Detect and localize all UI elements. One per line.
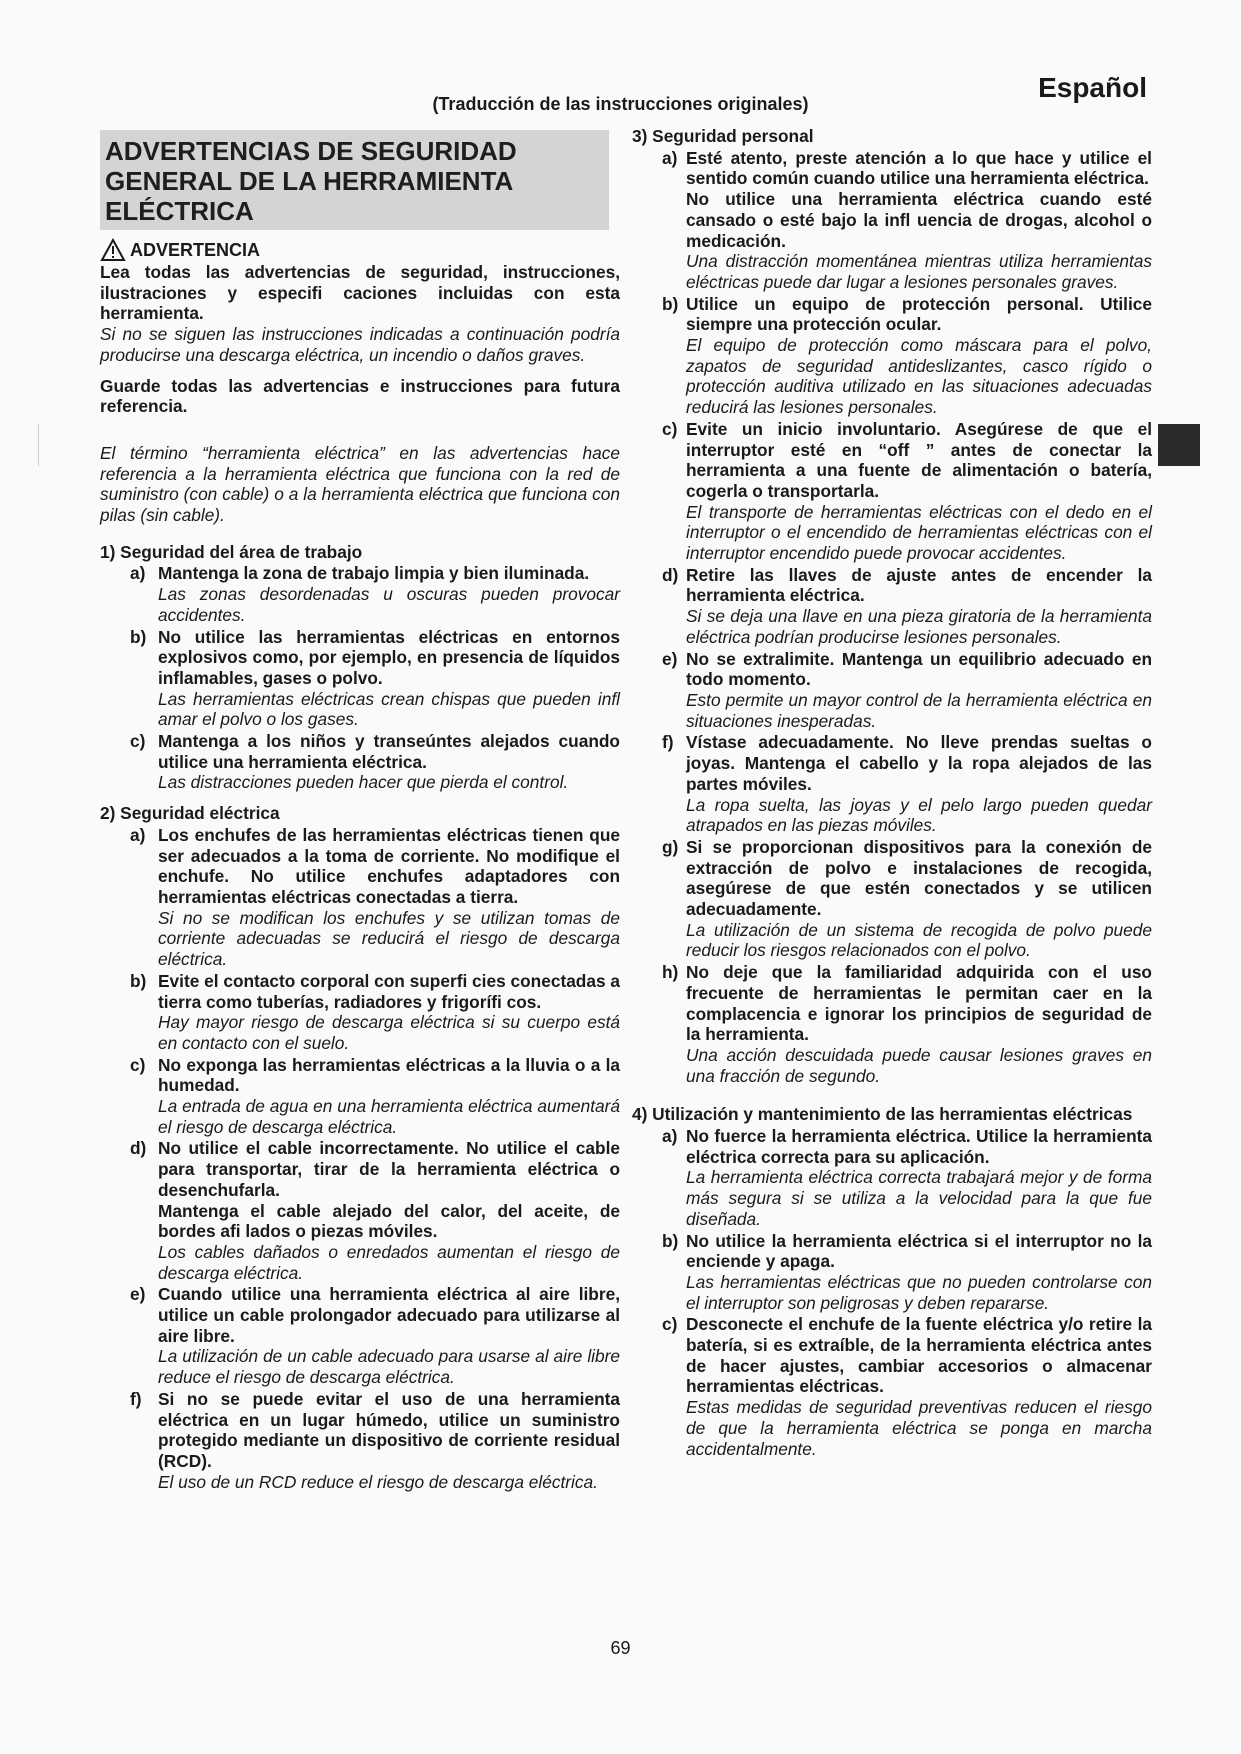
item-bold-2: No utilice una herramienta eléctrica cuando esté cansado o esté bajo la infl uencia de drogas, alcohol o medicación. <box>686 189 1152 251</box>
s3-item-b <box>632 294 1152 418</box>
left-column <box>100 130 620 1492</box>
item-italic: El transporte de herramientas eléctricas con el dedo en el interruptor o el encendido de herramientas eléctricas con el interruptor encendido puede provocar accidentes. <box>686 501 1152 564</box>
item-label: c) <box>662 1314 678 1335</box>
item-label: g) <box>662 836 679 857</box>
intro-term: El término “herramienta eléctrica” en las advertencias hace referencia a la herramienta eléctrica que funciona con la red de suministro (con cable) o a la herramienta eléctrica que funciona con pilas (sin cable). <box>100 442 620 526</box>
item-italic: La ropa suelta, las joyas y el pelo largo pueden quedar atrapados en las piezas móviles. <box>686 794 1152 836</box>
item-bold-2: Mantenga el cable alejado del calor, del aceite, de bordes afi lados o piezas móviles. <box>158 1200 620 1242</box>
item-italic: La utilización de un cable adecuado para usarse al aire libre reduce el riesgo de descarga eléctrica. <box>158 1346 620 1388</box>
s2-item-f <box>100 1389 620 1493</box>
item-bold: Cuando utilice una herramienta eléctrica al aire libre, utilice un cable prolongador adecuado para utilizarse al aire libre. <box>158 1284 620 1346</box>
warning-heading <box>100 238 620 262</box>
item-bold: Evite el contacto corporal con superfi cies conectadas a tierra como tuberías, radiadores y frigorífi cos. <box>158 970 620 1012</box>
item-italic: Esto permite un mayor control de la herramienta eléctrica en situaciones inesperadas. <box>686 689 1152 731</box>
item-bold: Mantenga a los niños y transeúntes alejados cuando utilice una herramienta eléctrica. <box>158 731 620 772</box>
warning-triangle-icon <box>100 238 126 262</box>
item-bold: Evite un inicio involuntario. Asegúrese de que el interruptor esté en “off ” antes de conectar la herramienta a una fuente de alimentación o batería, cogerla o transportarla. <box>686 418 1152 501</box>
page-number: 69 <box>610 1638 631 1658</box>
item-label: b) <box>662 293 679 314</box>
item-italic: El uso de un RCD reduce el riesgo de descarga eléctrica. <box>158 1471 598 1492</box>
item-label: b) <box>130 626 147 647</box>
item-italic: Las herramientas eléctricas crean chispas que pueden infl amar el polvo o los gases. <box>158 688 620 730</box>
item-italic: La entrada de agua en una herramienta eléctrica aumentará el riesgo de descarga eléctrica. <box>158 1096 620 1137</box>
s2-item-e <box>100 1284 620 1388</box>
item-label: c) <box>130 1054 146 1075</box>
item-bold: Si no se puede evitar el uso de una herramienta eléctrica en un lugar húmedo, utilice un suministro protegido mediante un dispositivo de corriente residual (RCD). <box>158 1388 620 1471</box>
section-4-title: 4) Utilización y mantenimiento de las herramientas eléctricas <box>632 1104 1133 1125</box>
item-label: c) <box>130 731 146 752</box>
item-label: f) <box>130 1388 142 1409</box>
item-italic: Si se deja una llave en una pieza giratoria de la herramienta eléctrica podrían producirse lesiones personales. <box>686 606 1152 647</box>
s4-item-a <box>632 1126 1152 1230</box>
item-bold: No se extralimite. Mantenga un equilibrio adecuado en todo momento. <box>686 648 1152 690</box>
item-label: a) <box>130 824 146 845</box>
item-bold: No utilice el cable incorrectamente. No utilice el cable para transportar, tirar de la herramienta eléctrica o desenchufarla. <box>158 1138 620 1200</box>
item-bold: No utilice la herramienta eléctrica si el interruptor no la enciende y apaga. <box>686 1230 1152 1272</box>
item-label: a) <box>130 563 146 584</box>
item-italic: Una acción descuidada puede causar lesiones graves en una fracción de segundo. <box>686 1044 1152 1086</box>
s3-item-g <box>632 837 1152 961</box>
s2-item-d <box>100 1138 620 1283</box>
s3-item-c <box>632 419 1152 564</box>
right-column <box>632 126 1152 1459</box>
item-bold: No deje que la familiaridad adquirida con el uso frecuente de herramientas le permitan caer en la complacencia e ignorar los principios de seguridad de la herramienta. <box>686 962 1152 1045</box>
item-bold: Esté atento, preste atención a lo que hace y utilice el sentido común cuando utilice una herramienta eléctrica. <box>686 147 1152 189</box>
item-label: e) <box>130 1284 146 1305</box>
item-italic: Las herramientas eléctricas que no pueden controlarse con el interruptor son peligrosas y deben repararse. <box>686 1271 1152 1313</box>
item-bold: Los enchufes de las herramientas eléctricas tienen que ser adecuados a la toma de corriente. No modifique el enchufe. No utilice enchufes adaptadores con herramientas eléctricas conectadas a tierra. <box>158 824 620 907</box>
section-3-title: 3) Seguridad personal <box>632 126 814 146</box>
s1-item-a <box>100 563 620 625</box>
item-label: a) <box>662 147 678 168</box>
item-label: d) <box>662 564 679 585</box>
intro-italic: Si no se siguen las instrucciones indicadas a continuación podría producirse una descarga eléctrica, un incendio o daños graves. <box>100 324 620 365</box>
item-italic: La utilización de un sistema de recogida de polvo puede reducir los riesgos relacionados con el polvo. <box>686 919 1152 961</box>
margin-line <box>38 424 39 466</box>
item-label: b) <box>130 970 147 991</box>
s2-item-c <box>100 1055 620 1138</box>
item-italic: Una distracción momentánea mientras utiliza herramientas eléctricas puede dar lugar a lesiones personales graves. <box>686 251 1152 292</box>
s1-item-b <box>100 627 620 731</box>
s3-item-h <box>632 962 1152 1086</box>
s2-item-a <box>100 825 620 970</box>
section-tab-marker <box>1158 424 1200 466</box>
s2-item-b <box>100 971 620 1054</box>
item-italic: Las zonas desordenadas u oscuras pueden provocar accidentes. <box>158 584 620 625</box>
warning-label: ADVERTENCIA <box>130 239 261 260</box>
s4-item-b <box>632 1231 1152 1314</box>
item-italic: Los cables dañados o enredados aumentan el riesgo de descarga eléctrica. <box>158 1241 620 1283</box>
item-italic: Estas medidas de seguridad preventivas reducen el riesgo de que la herramienta eléctrica se ponga en marcha accidentalmente. <box>686 1397 1152 1459</box>
item-bold: Si se proporcionan dispositivos para la conexión de extracción de polvo e instalaciones de recogida, asegúrese de que estén conectados y se utilicen adecuadamente. <box>686 836 1152 920</box>
s3-item-e <box>632 649 1152 732</box>
item-italic: Si no se modifican los enchufes y se utilizan tomas de corriente adecuadas se reducirá el riesgo de descarga eléctrica. <box>158 907 620 970</box>
item-bold: Mantenga la zona de trabajo limpia y bien iluminada. <box>158 563 590 584</box>
item-bold: Desconecte el enchufe de la fuente eléctrica y/o retire la batería, si es extraíble, de la herramienta eléctrica antes de hacer ajustes, cambiar accesorios o almacenar herramientas eléctricas. <box>686 1314 1152 1397</box>
item-italic: El equipo de protección como máscara para el polvo, zapatos de seguridad antideslizantes, casco rígido o protección auditiva utilizado en las situaciones adecuadas reducirá las lesiones personales. <box>686 335 1152 418</box>
item-italic: Hay mayor riesgo de descarga eléctrica si su cuerpo está en contacto con el suelo. <box>158 1012 620 1053</box>
item-italic: Las distracciones pueden hacer que pierda el control. <box>158 772 569 793</box>
intro-keep: Guarde todas las advertencias e instrucciones para futura referencia. <box>100 375 620 417</box>
s3-item-a <box>632 148 1152 293</box>
subtitle: (Traducción de las instrucciones originales) <box>432 94 809 114</box>
item-label: h) <box>662 962 679 983</box>
item-bold: Retire las llaves de ajuste antes de encender la herramienta eléctrica. <box>686 564 1152 606</box>
section-1-title: 1) Seguridad del área de trabajo <box>100 541 363 562</box>
item-bold: No utilice las herramientas eléctricas en entornos explosivos como, por ejemplo, en presencia de líquidos inflamables, gases o polvo. <box>158 626 620 688</box>
s1-item-c <box>100 731 620 793</box>
s3-item-d <box>632 565 1152 648</box>
item-bold: No exponga las herramientas eléctricas a la lluvia o a la humedad. <box>158 1054 620 1096</box>
s4-item-c <box>632 1314 1152 1459</box>
item-label: c) <box>662 418 678 439</box>
item-label: d) <box>130 1138 147 1159</box>
intro-bold: Lea todas las advertencias de seguridad, instrucciones, ilustraciones y especifi caciones incluidas con esta herramienta. <box>100 262 620 324</box>
item-bold: Utilice un equipo de protección personal. Utilice siempre una protección ocular. <box>686 293 1152 335</box>
item-italic: La herramienta eléctrica correcta trabajará mejor y de forma más segura si se utiliza a la velocidad para la que fue diseñada. <box>686 1167 1152 1229</box>
item-bold: No fuerce la herramienta eléctrica. Utilice la herramienta eléctrica correcta para su aplicación. <box>686 1126 1152 1167</box>
item-label: b) <box>662 1230 679 1251</box>
item-bold: Vístase adecuadamente. No lleve prendas sueltas o joyas. Mantenga el cabello y la ropa alejados de las partes móviles. <box>686 732 1152 794</box>
page-title: ADVERTENCIAS DE SEGURIDAD GENERAL DE LA HERRAMIENTA ELÉCTRICA <box>100 130 609 230</box>
item-label: a) <box>662 1126 678 1147</box>
item-label: e) <box>662 648 678 669</box>
s3-item-f <box>632 732 1152 836</box>
section-2-title: 2) Seguridad eléctrica <box>100 803 280 824</box>
language-label: Español <box>1038 72 1147 103</box>
item-label: f) <box>662 732 674 753</box>
